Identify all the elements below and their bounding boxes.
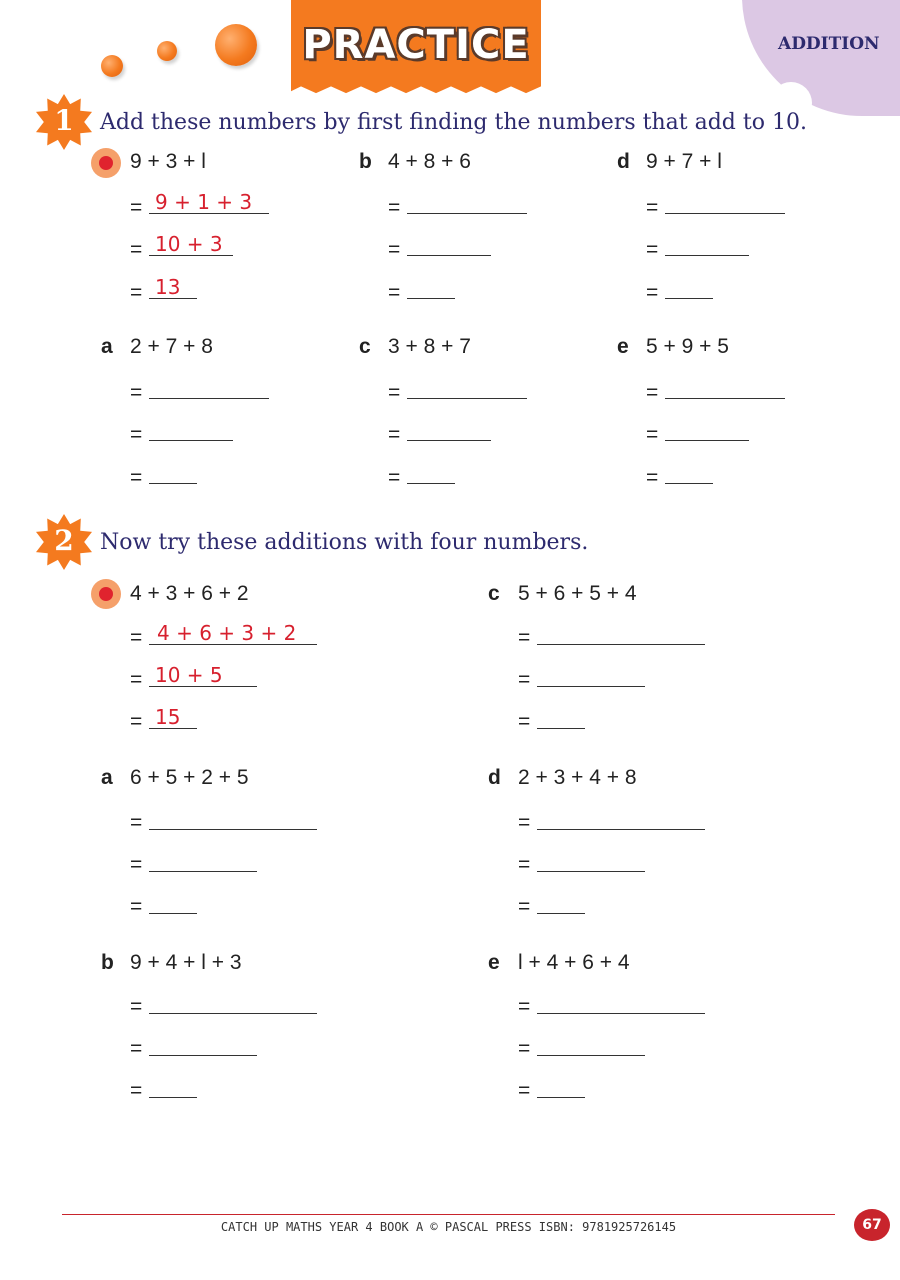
equals-sign: = — [130, 895, 143, 918]
equals-sign: = — [130, 238, 143, 261]
equals-sign: = — [518, 668, 531, 691]
equals-sign: = — [518, 710, 531, 733]
answer-line[interactable] — [537, 1097, 585, 1098]
problem-letter: e — [617, 335, 629, 358]
answer-line[interactable] — [149, 1055, 257, 1056]
answer-line[interactable] — [149, 398, 269, 399]
problem-expression: 5 + 9 + 5 — [646, 335, 729, 358]
answer-line[interactable] — [537, 829, 705, 830]
problem-letter: b — [101, 951, 114, 974]
equals-sign: = — [518, 1037, 531, 1060]
equals-sign: = — [518, 895, 531, 918]
equals-sign: = — [646, 238, 659, 261]
answer-line — [149, 686, 257, 687]
answer-line[interactable] — [537, 644, 705, 645]
answer-line[interactable] — [407, 298, 455, 299]
problem-letter: e — [488, 951, 500, 974]
banner-title: PRACTICE — [302, 22, 530, 68]
answer-line[interactable] — [149, 913, 197, 914]
question-title: Now try these additions with four numbers. — [100, 530, 589, 555]
problem-expression: 4 + 3 + 6 + 2 — [130, 582, 249, 605]
equals-sign: = — [518, 853, 531, 876]
equals-sign: = — [130, 196, 143, 219]
answer-line[interactable] — [149, 871, 257, 872]
answer-line[interactable] — [537, 728, 585, 729]
decorative-dot — [101, 55, 123, 77]
answer-line[interactable] — [407, 213, 527, 214]
equals-sign: = — [130, 423, 143, 446]
equals-sign: = — [130, 995, 143, 1018]
answer-line — [149, 213, 269, 214]
problem-letter: c — [488, 582, 500, 605]
answer-line[interactable] — [149, 1097, 197, 1098]
problem-expression: 9 + 4 + l + 3 — [130, 951, 242, 974]
equals-sign: = — [388, 238, 401, 261]
answer-line[interactable] — [665, 440, 749, 441]
problem-letter: d — [617, 150, 630, 173]
problem-letter: d — [488, 766, 501, 789]
problem-letter: a — [101, 766, 113, 789]
equals-sign: = — [388, 281, 401, 304]
answer-line — [149, 728, 197, 729]
equals-sign: = — [130, 853, 143, 876]
problem-expression: 9 + 3 + l — [130, 150, 206, 173]
equals-sign: = — [388, 466, 401, 489]
equals-sign: = — [646, 196, 659, 219]
answer-line[interactable] — [149, 483, 197, 484]
answer-line[interactable] — [665, 398, 785, 399]
equals-sign: = — [130, 281, 143, 304]
example-answer: 9 + 1 + 3 — [155, 190, 253, 214]
equals-sign: = — [130, 668, 143, 691]
equals-sign: = — [518, 626, 531, 649]
answer-line[interactable] — [149, 1013, 317, 1014]
example-marker-icon — [91, 148, 121, 178]
footer-rule — [62, 1214, 835, 1215]
answer-line[interactable] — [407, 483, 455, 484]
example-answer: 10 + 3 — [155, 232, 223, 256]
problem-letter: b — [359, 150, 372, 173]
equals-sign: = — [518, 811, 531, 834]
question-title: Add these numbers by first finding the numbers that add to 10. — [100, 110, 807, 135]
answer-line[interactable] — [537, 1055, 645, 1056]
equals-sign: = — [130, 1079, 143, 1102]
equals-sign: = — [130, 466, 143, 489]
example-answer: 13 — [155, 275, 181, 299]
equals-sign: = — [646, 381, 659, 404]
answer-line[interactable] — [537, 871, 645, 872]
equals-sign: = — [518, 995, 531, 1018]
example-answer: 15 — [155, 705, 181, 729]
problem-letter: a — [101, 335, 113, 358]
equals-sign: = — [388, 196, 401, 219]
footer-credit: CATCH UP MATHS YEAR 4 BOOK A © PASCAL PRESS ISBN: 9781925726145 — [220, 1220, 677, 1234]
equals-sign: = — [646, 466, 659, 489]
answer-line[interactable] — [407, 255, 491, 256]
question-number: 2 — [54, 524, 74, 557]
problem-expression: l + 4 + 6 + 4 — [518, 951, 630, 974]
answer-line — [149, 644, 317, 645]
answer-line[interactable] — [665, 483, 713, 484]
problem-expression: 5 + 6 + 5 + 4 — [518, 582, 637, 605]
answer-line[interactable] — [149, 829, 317, 830]
example-marker-icon — [91, 579, 121, 609]
equals-sign: = — [388, 423, 401, 446]
example-answer: 10 + 5 — [155, 663, 223, 687]
equals-sign: = — [646, 281, 659, 304]
problem-expression: 4 + 8 + 6 — [388, 150, 471, 173]
problem-expression: 2 + 3 + 4 + 8 — [518, 766, 637, 789]
topic-label: ADDITION — [778, 34, 880, 54]
problem-letter: c — [359, 335, 371, 358]
answer-line[interactable] — [665, 213, 785, 214]
equals-sign: = — [130, 381, 143, 404]
equals-sign: = — [646, 423, 659, 446]
answer-line — [149, 255, 233, 256]
equals-sign: = — [388, 381, 401, 404]
equals-sign: = — [130, 710, 143, 733]
question-number: 1 — [54, 104, 74, 137]
problem-expression: 2 + 7 + 8 — [130, 335, 213, 358]
topic-corner-shape — [742, 0, 900, 116]
equals-sign: = — [130, 1037, 143, 1060]
answer-line[interactable] — [665, 255, 749, 256]
answer-line — [149, 298, 197, 299]
answer-line[interactable] — [665, 298, 713, 299]
equals-sign: = — [518, 1079, 531, 1102]
page-number: 67 — [854, 1209, 890, 1241]
problem-expression: 3 + 8 + 7 — [388, 335, 471, 358]
answer-line[interactable] — [407, 440, 491, 441]
example-answer: 4 + 6 + 3 + 2 — [157, 621, 297, 645]
problem-expression: 6 + 5 + 2 + 5 — [130, 766, 249, 789]
decorative-dot — [157, 41, 177, 61]
answer-line[interactable] — [407, 398, 527, 399]
answer-line[interactable] — [537, 686, 645, 687]
equals-sign: = — [130, 626, 143, 649]
answer-line[interactable] — [149, 440, 233, 441]
answer-line[interactable] — [537, 1013, 705, 1014]
equals-sign: = — [130, 811, 143, 834]
answer-line[interactable] — [537, 913, 585, 914]
decorative-dot — [215, 24, 257, 66]
problem-expression: 9 + 7 + l — [646, 150, 722, 173]
